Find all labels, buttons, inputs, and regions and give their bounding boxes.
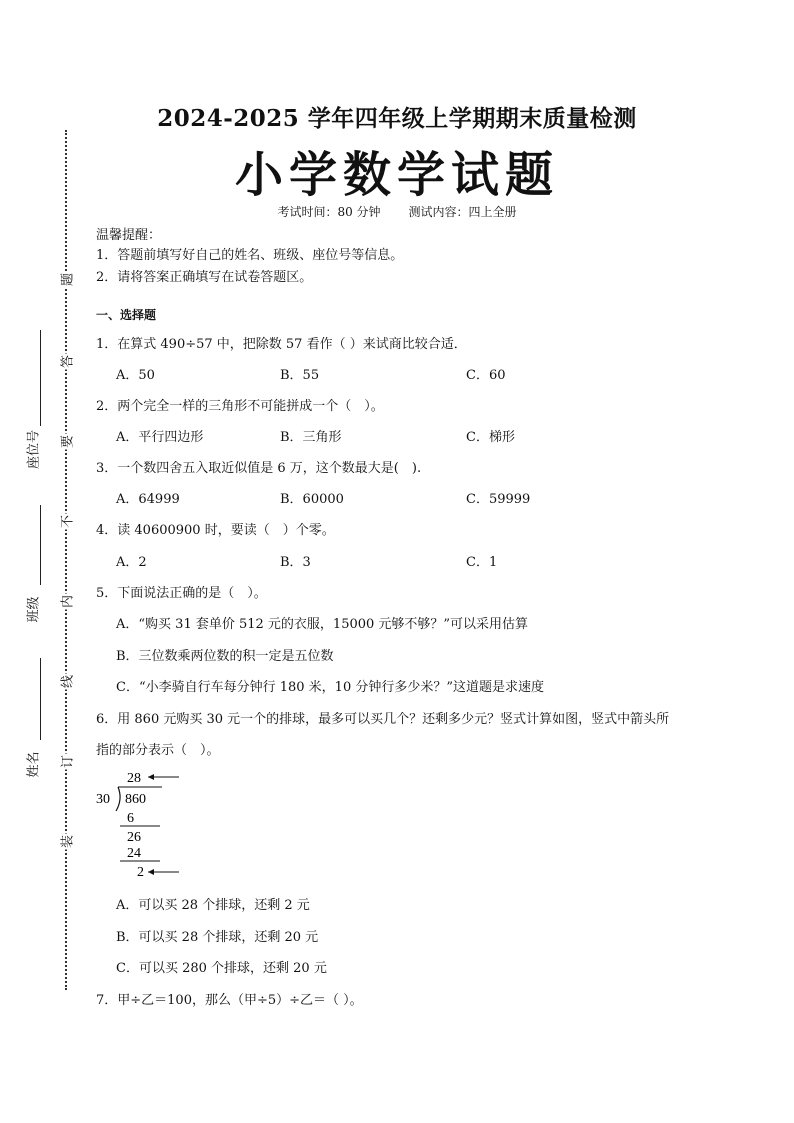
binding-char: 不 xyxy=(57,514,76,530)
division-remainder: 2 xyxy=(137,865,144,880)
option-a: A．平行四边形 xyxy=(116,430,204,445)
binding-char: 要 xyxy=(57,434,76,450)
division-bracket xyxy=(116,787,120,811)
binding-char: 订 xyxy=(57,754,76,770)
option-c: C．“小李骑自行车每分钟行 180 米，10 分钟行多少米？”这道题是求速度 xyxy=(116,680,544,695)
option-a: A．50 xyxy=(116,368,155,383)
question-stem: 2．两个完全一样的三角形不可能拼成一个（ ）。 xyxy=(96,399,384,414)
reminder-item: 2．请将答案正确填写在试卷答题区。 xyxy=(96,270,313,285)
seat-number-line xyxy=(40,330,41,426)
option-c: C．59999 xyxy=(466,492,531,507)
division-quotient: 28 xyxy=(127,771,141,786)
option-a: A．2 xyxy=(116,555,147,570)
question-stem-cont: 指的部分表示（ ）。 xyxy=(96,743,220,758)
option-a: A．64999 xyxy=(116,492,180,507)
option-b: B．60000 xyxy=(280,492,344,507)
option-a: A．可以买 28 个排球，还剩 2 元 xyxy=(116,898,310,913)
option-a: A．“购买 31 套单价 512 元的衣服，15000 元够不够？”可以采用估算 xyxy=(116,617,529,632)
reminder-label: 温馨提醒： xyxy=(96,228,162,243)
binding-char: 答 xyxy=(57,354,76,370)
option-b: B．三位数乘两位数的积一定是五位数 xyxy=(116,649,334,664)
division-divisor: 30 xyxy=(96,792,110,807)
question-stem: 5．下面说法正确的是（ ）。 xyxy=(96,586,267,601)
option-c: C．梯形 xyxy=(466,430,515,445)
arrow-icon xyxy=(148,774,154,780)
exam-info xyxy=(0,203,794,220)
exam-time: 考试时间：80 分钟 xyxy=(277,205,381,219)
exam-title: 小学数学试题 xyxy=(234,147,559,203)
name-line xyxy=(40,658,41,740)
option-c: C．1 xyxy=(466,555,498,570)
section-title: 一、选择题 xyxy=(96,308,157,322)
option-b: B．可以买 28 个排球，还剩 20 元 xyxy=(116,930,319,945)
reminder-item: 1．答题前填写好自己的姓名、班级、座位号等信息。 xyxy=(96,248,404,263)
option-b: B．三角形 xyxy=(280,430,342,445)
option-b: B．55 xyxy=(280,368,320,383)
division-step: 6 xyxy=(127,811,134,826)
option-c: C．60 xyxy=(466,368,506,383)
question-stem: 6．用 860 元购买 30 元一个的排球，最多可以买几个？还剩多少元？竖式计算如图，竖式中箭头所 xyxy=(96,712,670,727)
question-stem: 4．读 40600900 时，要读（ ）个零。 xyxy=(96,523,335,538)
binding-char: 线 xyxy=(57,674,76,690)
long-division-figure xyxy=(94,766,194,882)
division-dividend: 860 xyxy=(125,792,146,807)
seat-number-label: 座位号 xyxy=(26,430,42,470)
exam-supertitle: 2024-2025 学年四年级上学期期末质量检测 xyxy=(157,105,637,132)
name-label: 姓名 xyxy=(26,751,42,778)
binding-dotted-line xyxy=(65,130,67,990)
division-step: 26 xyxy=(127,830,141,845)
arrow-icon xyxy=(148,869,154,875)
question-stem: 3．一个数四舍五入取近似值是 6 万，这个数最大是( ). xyxy=(96,461,422,476)
binding-char: 题 xyxy=(57,272,76,288)
question-stem: 7．甲÷乙＝100，那么（甲÷5）÷乙＝（ ）。 xyxy=(96,993,363,1008)
class-label: 班级 xyxy=(26,596,42,623)
binding-char: 装 xyxy=(57,834,76,850)
binding-char: 内 xyxy=(57,594,76,610)
division-step: 24 xyxy=(127,846,141,861)
question-stem: 1．在算式 490÷57 中，把除数 57 看作（ ）来试商比较合适． xyxy=(96,337,467,352)
option-c: C．可以买 280 个排球，还剩 20 元 xyxy=(116,961,327,976)
exam-content: 测试内容：四上全册 xyxy=(408,205,517,219)
class-line xyxy=(40,505,41,585)
option-b: B．3 xyxy=(280,555,311,570)
